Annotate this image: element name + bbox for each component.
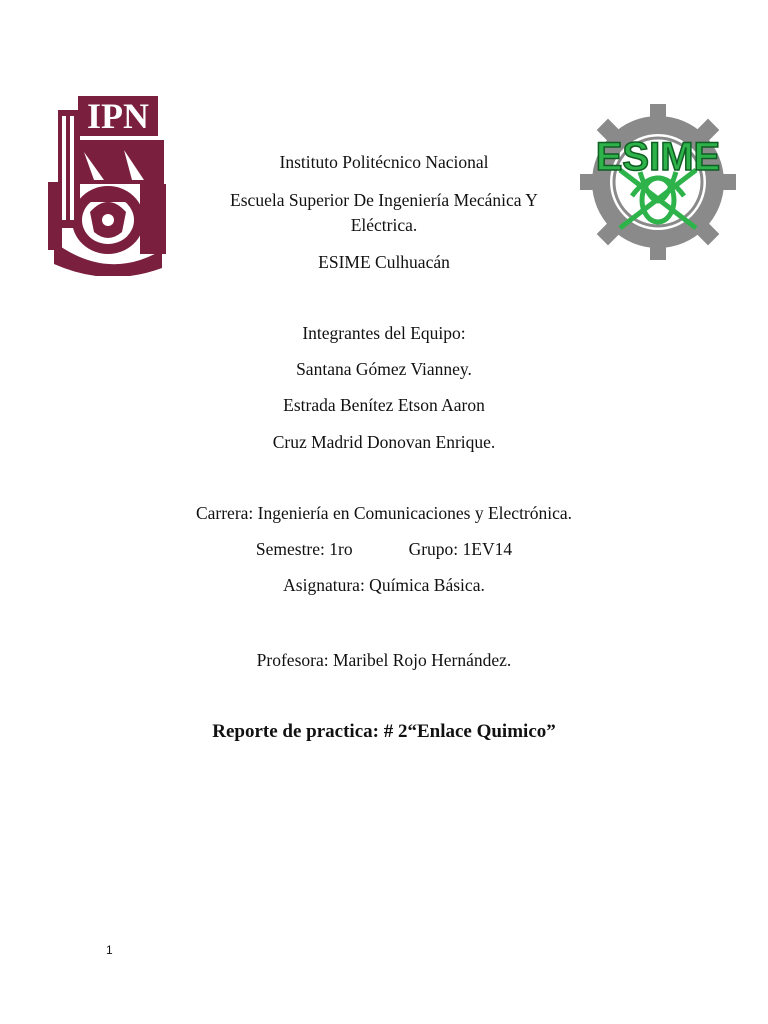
esime-logo [570,100,746,264]
semester-text: Semestre: 1ro [255,539,353,559]
team-member: Santana Gómez Vianney. [296,359,472,379]
report-title: Reporte de practica: # 2“Enlace Quimico” [212,721,556,742]
career-line: Carrera: Ingeniería en Comunicaciones y Electrónica. [195,503,573,523]
school-name-line1: Escuela Superior De Ingeniería Mecánica Y [230,190,538,210]
school-name-line2: Eléctrica. [350,215,418,235]
team-heading: Integrantes del Equipo: [302,323,466,343]
subject-line: Asignatura: Química Básica. [283,575,485,595]
esime-logo-text: ESIME [595,135,721,179]
professor-line: Profesora: Maribel Rojo Hernández. [256,650,512,670]
page-number: 1 [106,943,113,957]
semester-group-line [0,538,768,560]
ipn-logo-text: IPN [87,96,149,136]
team-member: Cruz Madrid Donovan Enrique. [272,432,496,452]
ipn-logo [44,92,172,276]
team-member: Estrada Benítez Etson Aaron [283,395,485,415]
group-text: Grupo: 1EV14 [408,539,513,559]
institution-name: Instituto Politécnico Nacional [279,152,489,172]
campus-name: ESIME Culhuacán [318,252,450,272]
